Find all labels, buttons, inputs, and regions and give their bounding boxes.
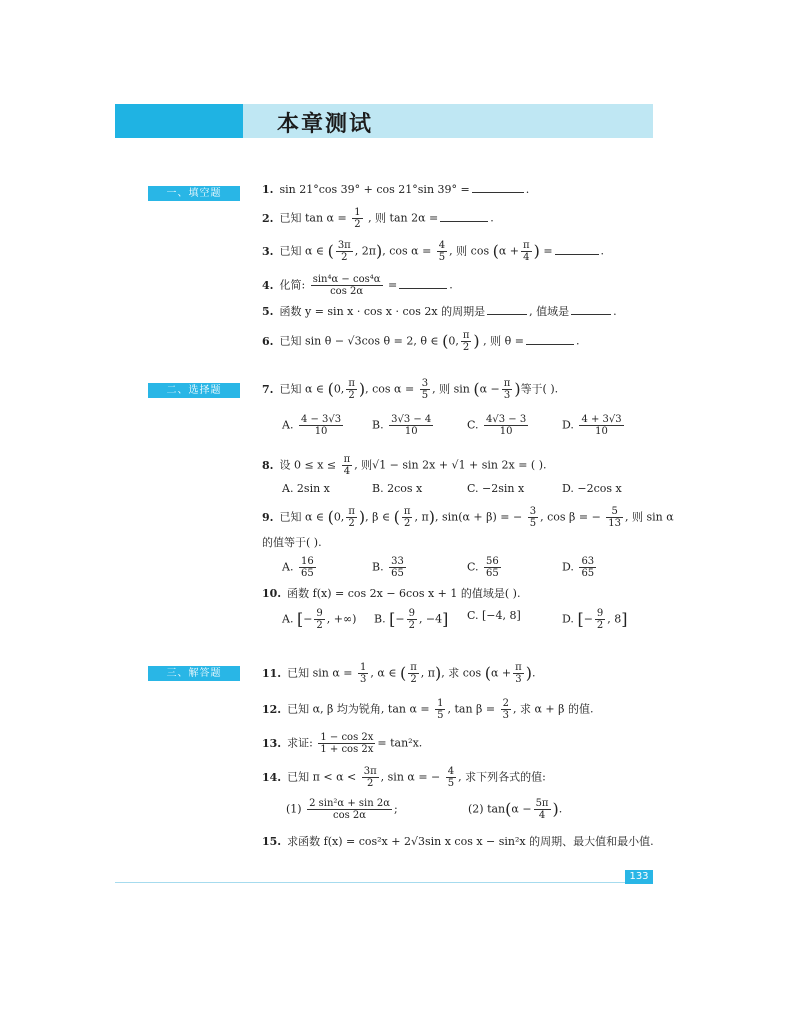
option-c: C. $\frac{56}{65}$ (467, 556, 499, 579)
option-c: C. −2sin x (467, 482, 525, 495)
question-3: 3. 已知 α ∈ ( $\frac{3\pi}{2}$ , 2π), cos α = $\frac{4}{5}$ , 则 cos (α + $\frac{\pi}{4}$ ) = . (262, 240, 605, 263)
page-number: 133 (625, 870, 653, 884)
option-b: B. 2cos x (372, 482, 423, 495)
option-d: D. [− $\frac{9}{2}$ , 8] (562, 608, 628, 631)
question-15: 15. 求函数 f(x) = cos²x + 2√3sin x cos x − sin²x 的周期、最大值和最小值. (262, 835, 654, 848)
question-11: 11. 已知 sin α = $\frac{1}{3}$ , α ∈ ( $\frac{\pi}{2}$ , π), 求 cos (α + $\frac{\pi}{3}$ ). (262, 662, 536, 685)
footer-rule (115, 882, 625, 883)
option-c: C. $\frac{4√3 - 3}{10}$ (467, 414, 527, 437)
question-4: 4. 化简: $\frac{\text{sin⁴α − cos⁴α}}{\cos 2\alpha}$ = . (262, 274, 453, 297)
question-8: 8. 设 0 ≤ x ≤ $\frac{\pi}{4}$ , 则√1 − sin 2x + √1 + sin 2x = ( ). (262, 454, 547, 477)
question-2: 2. 已知 tan α = $\frac{1}{2}$ , 则 tan 2α = . (262, 207, 494, 230)
option-a: A. $\frac{4 - 3√3}{10}$ (282, 414, 342, 437)
section-label-fill-blank: 一、填空题 (148, 186, 240, 201)
page-title: 本章测试 (277, 112, 374, 137)
question-7: 7. 已知 α ∈ (0, $\frac{\pi}{2}$ ), cos α = $\frac{3}{5}$ , 则 sin (α − $\frac{\pi}{3}$ )等于( ). (262, 378, 559, 401)
question-12: 12. 已知 α, β 均为锐角, tan α = $\frac{1}{5}$ , tan β = $\frac{2}{3}$ , 求 α + β 的值. (262, 698, 594, 721)
option-a: A. $\frac{16}{65}$ (282, 556, 314, 579)
option-a: A. 2sin x (282, 482, 330, 495)
section-label-answer-questions: 三、解答题 (148, 666, 240, 681)
question-13: 13. 求证: $\frac{1 - \cos 2x}{1 + \cos 2x}$ = tan²x. (262, 732, 423, 755)
question-10: 10. 函数 f(x) = cos 2x − 6cos x + 1 的值域是( ). (262, 587, 521, 600)
question-1: 1. sin 21°cos 39° + cos 21°sin 39° = . (262, 183, 530, 196)
part-2: (2) tan(α − $\frac{5\pi}{4}$ ). (468, 798, 563, 821)
option-d: D. $\frac{63}{65}$ (562, 556, 595, 579)
option-d: D. $\frac{4 + 3√3}{10}$ (562, 414, 622, 437)
question-6: 6. 已知 sin θ − √3cos θ = 2, θ ∈ (0, $\frac{\pi}{2}$ ) , 则 θ = . (262, 330, 580, 353)
banner-accent-block (115, 104, 243, 138)
section-label-multiple-choice: 二、选择题 (148, 383, 240, 398)
part-1: (1) $\frac{\text{2 sin²α + sin 2α}}{\cos 2\alpha}$ ; (286, 798, 398, 821)
chapter-banner (115, 104, 653, 138)
option-b: B. $\frac{33}{65}$ (372, 556, 404, 579)
option-b: B. $\frac{3√3 - 4}{10}$ (372, 414, 432, 437)
question-9-line2: 的值等于( ). (262, 536, 322, 549)
question-14: 14. 已知 π < α < $\frac{3\pi}{2}$ , sin α = − $\frac{4}{5}$ , 求下列各式的值: (262, 766, 546, 789)
option-c: C. [−4, 8] (467, 609, 521, 622)
option-b: B. [− $\frac{9}{2}$ , −4] (374, 608, 449, 631)
option-d: D. −2cos x (562, 482, 622, 495)
option-a: A. [− $\frac{9}{2}$ , +∞) (282, 608, 357, 631)
question-5: 5. 函数 y = sin x · cos x · cos 2x 的周期是 , 值域是 . (262, 305, 617, 318)
question-9: 9. 已知 α ∈ (0, $\frac{\pi}{2}$ ), β ∈ ( $\frac{\pi}{2}$ , π), sin(α + β) = − $\frac{3}{5}$ , cos β = − $\frac{5}{13}$ , 则 sin α (262, 506, 674, 529)
